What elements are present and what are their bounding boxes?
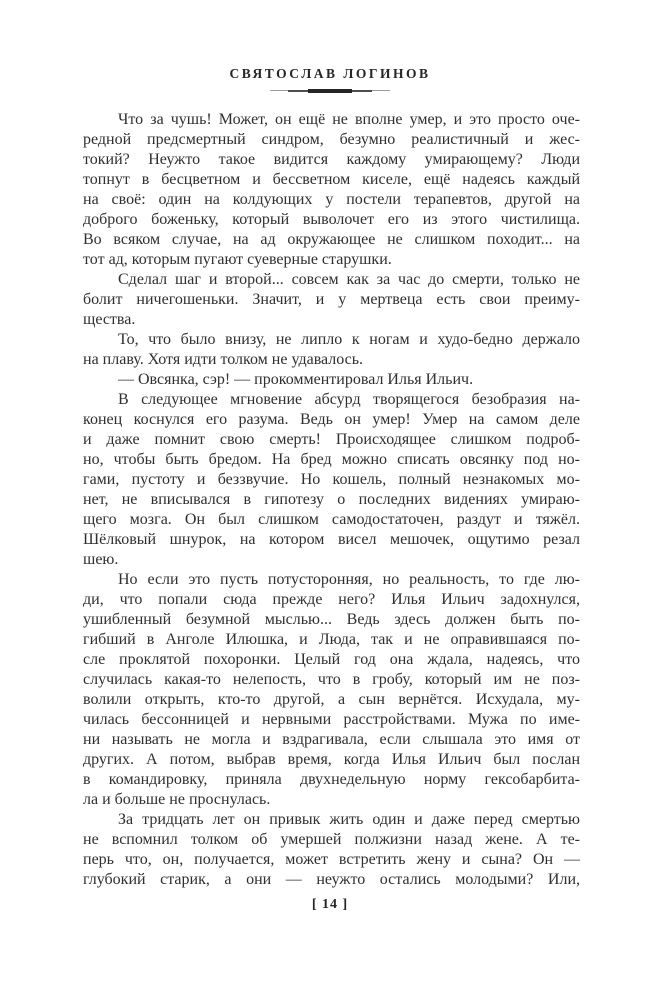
text-line: но, чтобы быть бредом. На бред можно списать овсянку под но-	[83, 451, 580, 468]
text-line: перь что, он, получается, может встретить жену и сына? Он —	[83, 851, 580, 868]
paragraph	[83, 110, 580, 270]
text-line: ушибленный безумной мыслью... Ведь здесь должен быть по-	[83, 611, 580, 628]
paragraph	[83, 270, 580, 330]
text-line: болит ничегошеньки. Значит, и у мертвеца есть свои преиму-	[83, 291, 580, 308]
text-line: В следующее мгновение абсурд творящегося безобразия на-	[118, 391, 580, 408]
text-line: топнут в бесцветном и бессветном киселе, ещё надеясь каждый	[83, 171, 580, 188]
text-line: других. А потом, выбрав время, когда Илья Ильич был послан	[83, 751, 580, 768]
text-line: нет, не вписывался в гипотезу о последних видениях умираю-	[83, 491, 580, 508]
paragraph	[83, 810, 580, 890]
text-line: не вспомнил толком об умершей полжизни назад жене. А те-	[83, 831, 580, 848]
text-line: глубокий старик, а они — неужто остались молодыми? Или,	[83, 871, 580, 888]
text-line: Сделал шаг и второй... совсем как за час до смерти, только не	[118, 271, 580, 288]
text-line: чилась бессонницей и нервными расстройствами. Мужа по име-	[83, 711, 580, 728]
text-line: и даже помнит свою смерть! Происходящее слишком подроб-	[83, 431, 580, 448]
running-head-author: СВЯТОСЛАВ ЛОГИНОВ	[229, 66, 431, 81]
text-line: ла и больше не проснулась.	[83, 791, 271, 808]
text-line: гами, пустоту и беззвучие. Но кошель, полный незнакомых мо-	[83, 471, 580, 488]
text-line: щего мозга. Он был слишком самодостаточен, раздут и тяжёл.	[83, 511, 580, 528]
text-line: волили открыть, кто-то другой, а сын вернётся. Исхудала, му-	[83, 691, 580, 708]
page-number: [ 14 ]	[311, 897, 349, 912]
text-line: — Овсянка, сэр! — прокомментировал Илья Ильич.	[118, 371, 474, 388]
text-line: Шёлковый шнурок, на котором висел мешочек, ощутимо резал	[83, 531, 580, 548]
text-line: на своё: один на колдующих у постели терапевтов, другой на	[83, 191, 580, 208]
divider-core-bar	[308, 89, 352, 93]
paragraph	[83, 390, 580, 570]
paragraph	[83, 370, 580, 390]
paragraph	[83, 570, 580, 810]
text-line: на плаву. Хотя идти толком не удавалось.	[83, 351, 364, 368]
text-line: ди, что попали сюда прежде него? Илья Ильич задохнулся,	[83, 591, 580, 608]
text-line: щества.	[83, 311, 136, 328]
text-line: случилась какая-то нелепость, что в гробу, который им не поз-	[83, 671, 580, 688]
text-line: гибший в Анголе Илюшка, и Люда, так и не оправившаяся по-	[83, 631, 580, 648]
text-line: доброго боженьку, который выволочет его из этого чистилища.	[83, 211, 580, 228]
page-body	[83, 110, 580, 890]
text-line: токий? Неужто такое видится каждому умирающему? Люди	[83, 151, 580, 168]
text-line: редной предсмертный синдром, безумно реалистичный и жес-	[83, 131, 580, 148]
text-line: То, что было внизу, не липло к ногам и худо-бедно держало	[118, 331, 580, 348]
text-line: Что за чушь! Может, он ещё не вполне умер, и это просто оче-	[118, 111, 580, 128]
text-line: Во всяком случае, на ад окружающее не слишком походит... на	[83, 231, 580, 248]
text-line: тот ад, которым пугают суеверные старушки.	[83, 251, 392, 268]
text-line: конец коснулся его разума. Ведь он умер! Умер на самом деле	[83, 411, 580, 428]
text-line: За тридцать лет он привык жить один и даже перед смертью	[118, 811, 580, 828]
section-divider	[270, 88, 390, 94]
paragraph	[83, 330, 580, 370]
text-line: сле проклятой похоронки. Целый год она ждала, надеясь, что	[83, 651, 580, 668]
text-line: ни называть не могла и вздрагивала, если слышала это имя от	[83, 731, 580, 748]
text-line: в командировку, приняла двухнедельную норму гексобарбита-	[83, 771, 580, 788]
text-line: шею.	[83, 551, 119, 568]
text-line: Но если это пусть потусторонняя, но реальность, то где лю-	[118, 571, 580, 588]
